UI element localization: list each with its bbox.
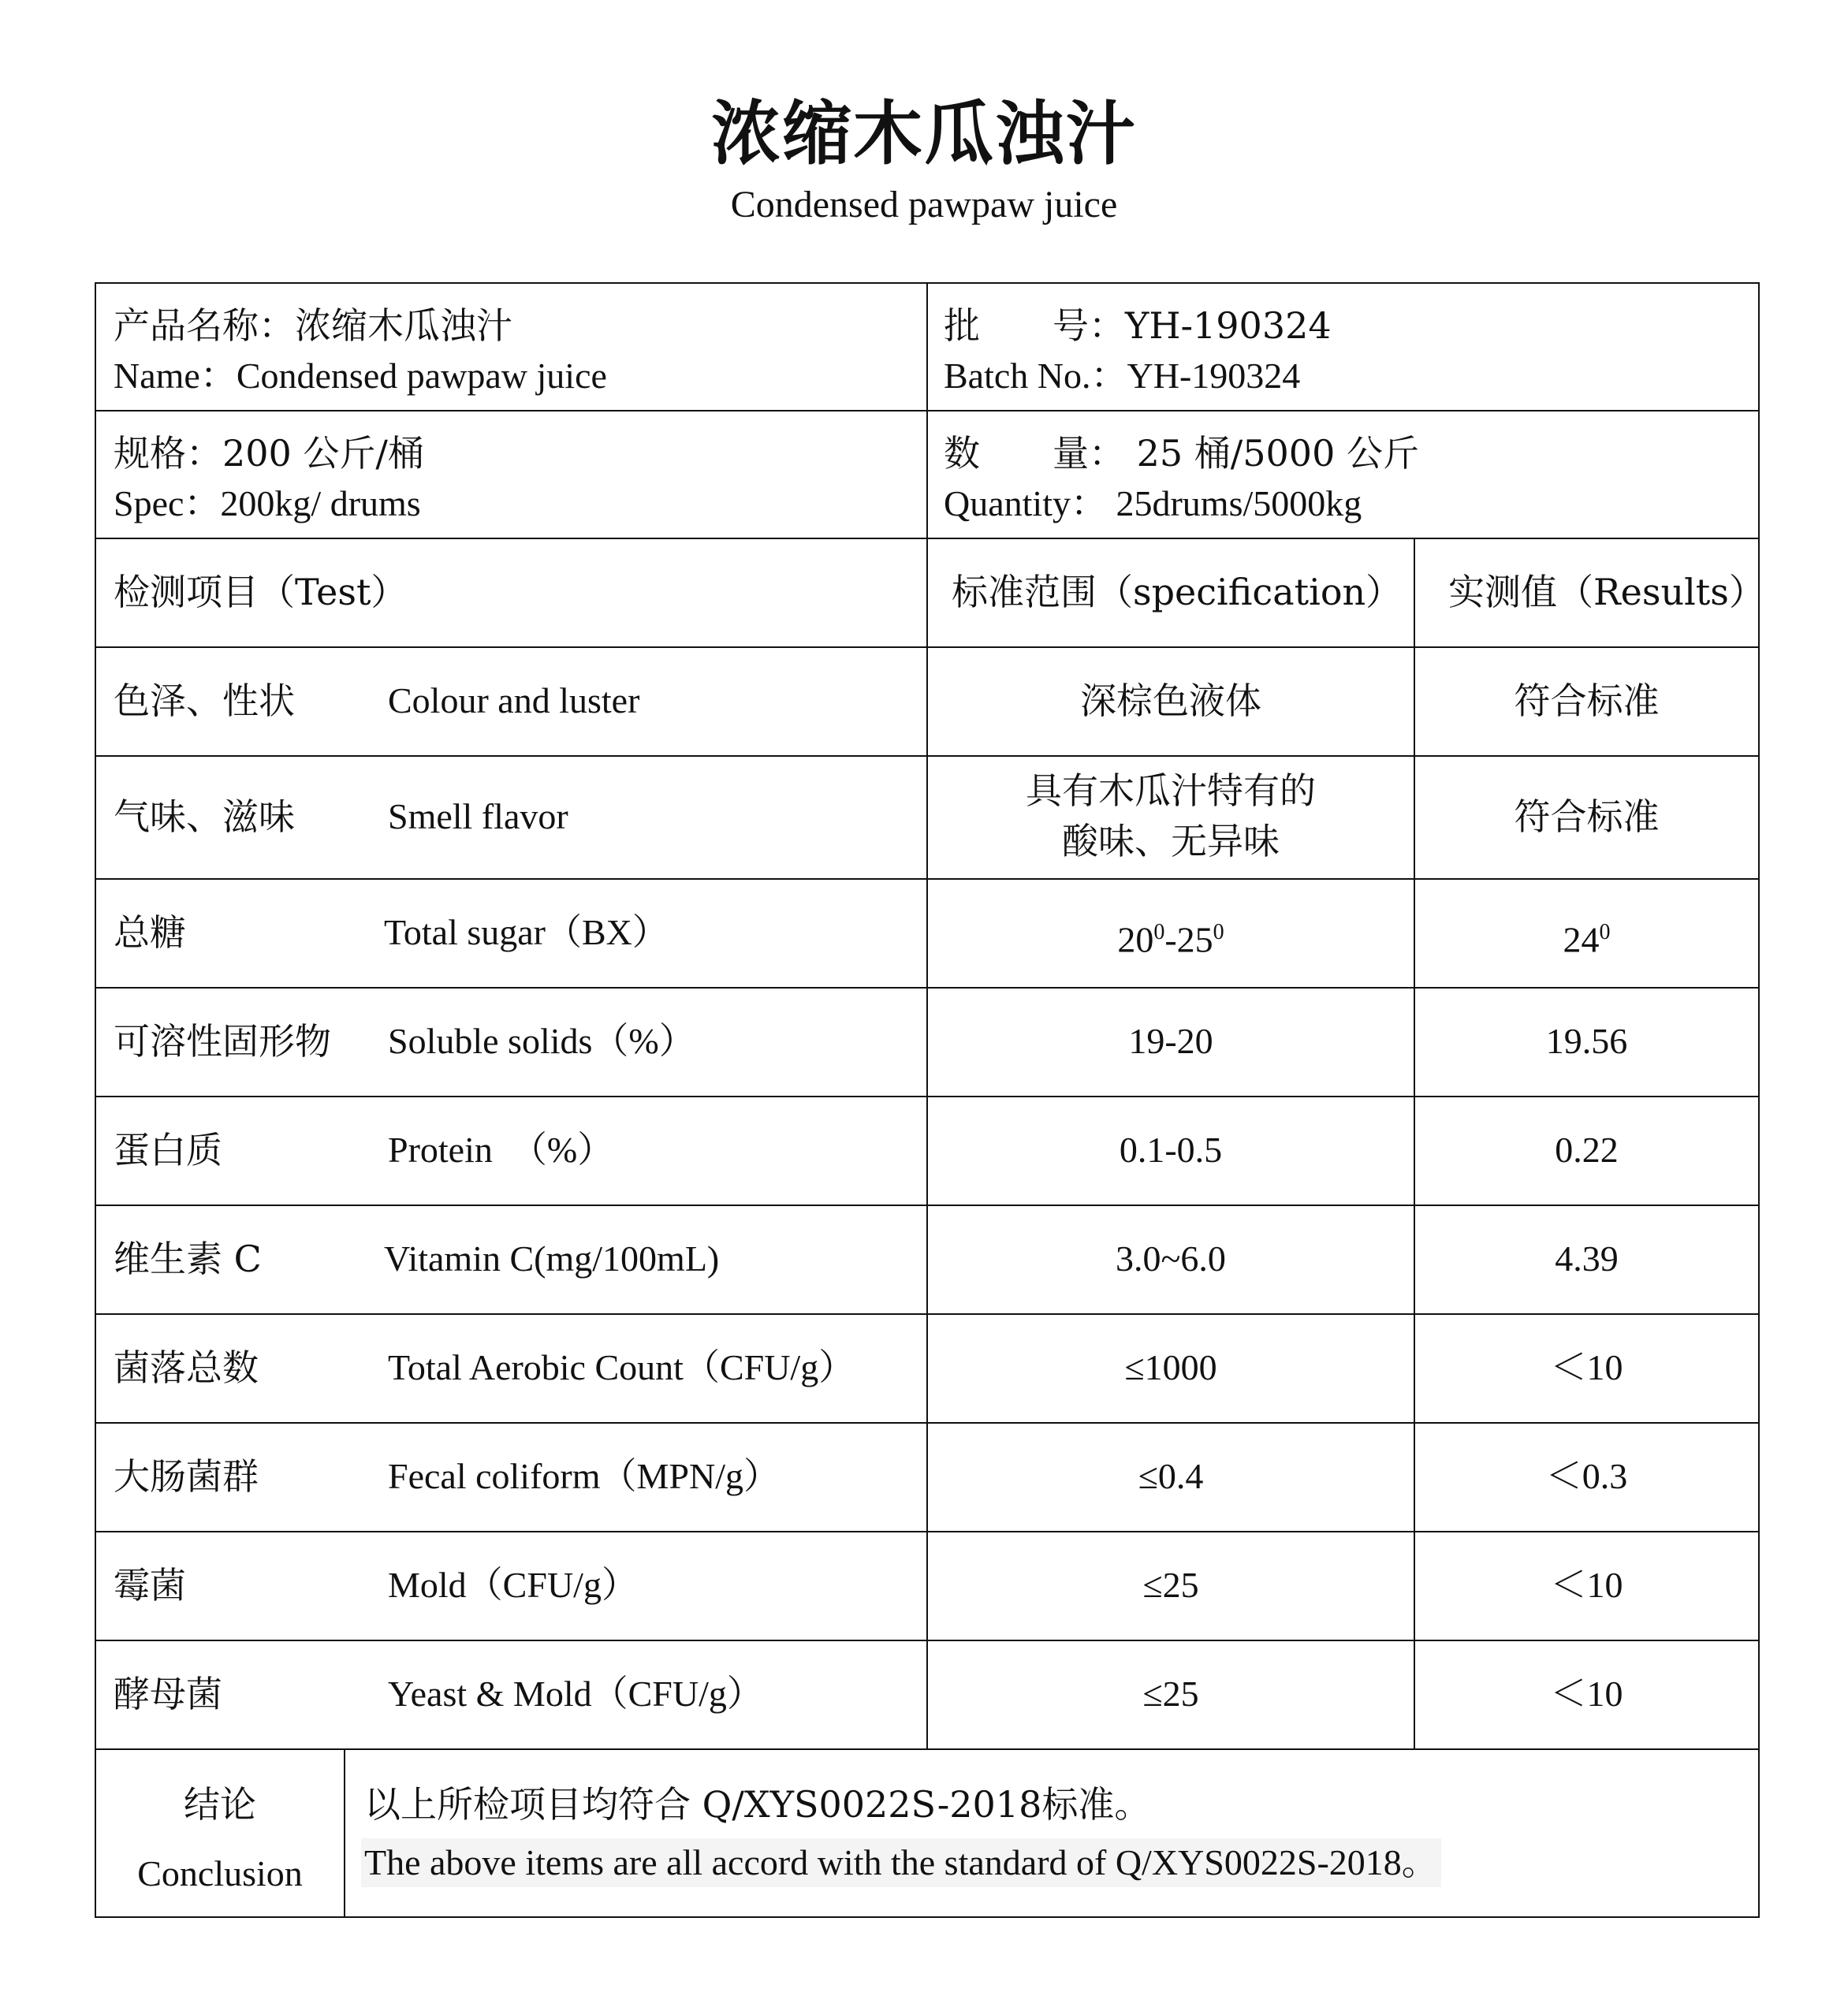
degree-sup: 0 <box>1213 920 1224 944</box>
column-divider <box>926 284 928 1748</box>
test-name-cn: 气味、滋味 <box>114 795 295 838</box>
result-value: 0.22 <box>1555 1130 1619 1170</box>
spec-max: -25 <box>1164 919 1213 960</box>
result-value <box>1415 908 1758 964</box>
test-name-cn: 菌落总数 <box>114 1346 259 1389</box>
result-value: 19.56 <box>1545 1021 1628 1061</box>
degree-sup: 0 <box>1153 920 1165 944</box>
header-test: 检测项目（Test） <box>114 571 408 613</box>
document-subtitle: Condensed pawpaw juice <box>730 184 1118 225</box>
result-value: ＜10 <box>1550 1674 1623 1714</box>
test-name-en: Smell flavor <box>388 796 568 836</box>
conclusion-text-cn: 以上所检项目均符合 Q/XYS0022S-2018标准。 <box>364 1783 1151 1826</box>
result-value: 符合标准 <box>1514 680 1660 722</box>
test-name-cn: 可溶性固形物 <box>114 1020 331 1063</box>
test-name-en: Soluble solids（%） <box>388 1021 695 1061</box>
spec-value: ≤25 <box>1142 1565 1199 1605</box>
degree-sup: 0 <box>1599 920 1611 944</box>
header-results: 实测值（Results） <box>1448 571 1765 613</box>
spec-value-line2: 酸味、无异味 <box>1062 820 1280 862</box>
spec-value: 0.1-0.5 <box>1119 1130 1223 1170</box>
result-value: ＜10 <box>1550 1565 1623 1605</box>
product-name-cn: 产品名称：浓缩木瓜浊汁 <box>114 304 512 347</box>
test-name-en: Yeast & Mold（CFU/g） <box>388 1674 763 1714</box>
test-name-en: Colour and luster <box>388 680 640 721</box>
spec-cn: 规格：200 公斤/桶 <box>114 432 424 475</box>
test-name-en: Protein （%） <box>388 1130 614 1170</box>
result-value: ＜10 <box>1550 1347 1623 1387</box>
batch-number-cn: 批 号：YH-190324 <box>944 304 1332 347</box>
result-value: 符合标准 <box>1514 795 1660 838</box>
test-name-cn: 酵母菌 <box>114 1673 222 1715</box>
header-specification: 标准范围（specification） <box>952 571 1403 613</box>
test-name-en: Total sugar（BX） <box>384 912 669 952</box>
conclusion-text-en: The above items are all accord with the standard of Q/XYS0022S-2018。 <box>361 1838 1441 1887</box>
conclusion-label-cn: 结论 <box>184 1783 256 1826</box>
test-name-en: Vitamin C(mg/100mL) <box>384 1238 720 1279</box>
quantity-cn: 数 量： 25 桶/5000 公斤 <box>944 432 1419 475</box>
test-name-cn: 霉菌 <box>114 1564 186 1607</box>
test-name-en: Mold（CFU/g） <box>388 1565 638 1605</box>
spec-value: 19-20 <box>1128 1021 1213 1061</box>
conclusion-label-en: Conclusion <box>137 1853 303 1893</box>
spec-value <box>928 908 1414 964</box>
spec-value: ≤0.4 <box>1138 1456 1204 1496</box>
product-name-en: Name：Condensed pawpaw juice <box>114 356 607 396</box>
spec-value: ≤1000 <box>1124 1347 1217 1387</box>
spec-value: ≤25 <box>1142 1674 1199 1714</box>
spec-value-line1: 具有木瓜汁特有的 <box>1026 769 1316 812</box>
quantity-en: Quantity： 25drums/5000kg <box>944 483 1362 523</box>
spec-min: 20 <box>1117 919 1154 960</box>
result-number: 24 <box>1563 919 1600 960</box>
test-name-en: Total Aerobic Count（CFU/g） <box>388 1347 855 1387</box>
document-title: 浓缩木瓜浊汁 <box>710 93 1137 174</box>
result-value: ＜0.3 <box>1545 1456 1628 1496</box>
inspection-table <box>95 282 1765 1918</box>
test-name-cn: 色泽、性状 <box>114 680 295 722</box>
spec-value: 3.0~6.0 <box>1116 1238 1226 1279</box>
test-name-cn: 维生素 C <box>114 1238 262 1280</box>
batch-number-en: Batch No.：YH-190324 <box>944 356 1301 396</box>
test-name-en: Fecal coliform（MPN/g） <box>388 1456 780 1496</box>
test-name-cn: 总糖 <box>114 911 186 954</box>
result-value: 4.39 <box>1555 1238 1619 1279</box>
spec-value: 深棕色液体 <box>1080 680 1261 722</box>
row-divider <box>96 1748 1758 1750</box>
test-name-cn: 大肠菌群 <box>114 1455 259 1498</box>
spec-en: Spec：200kg/ drums <box>114 483 421 523</box>
column-divider <box>344 1748 345 1916</box>
test-name-cn: 蛋白质 <box>114 1129 222 1171</box>
